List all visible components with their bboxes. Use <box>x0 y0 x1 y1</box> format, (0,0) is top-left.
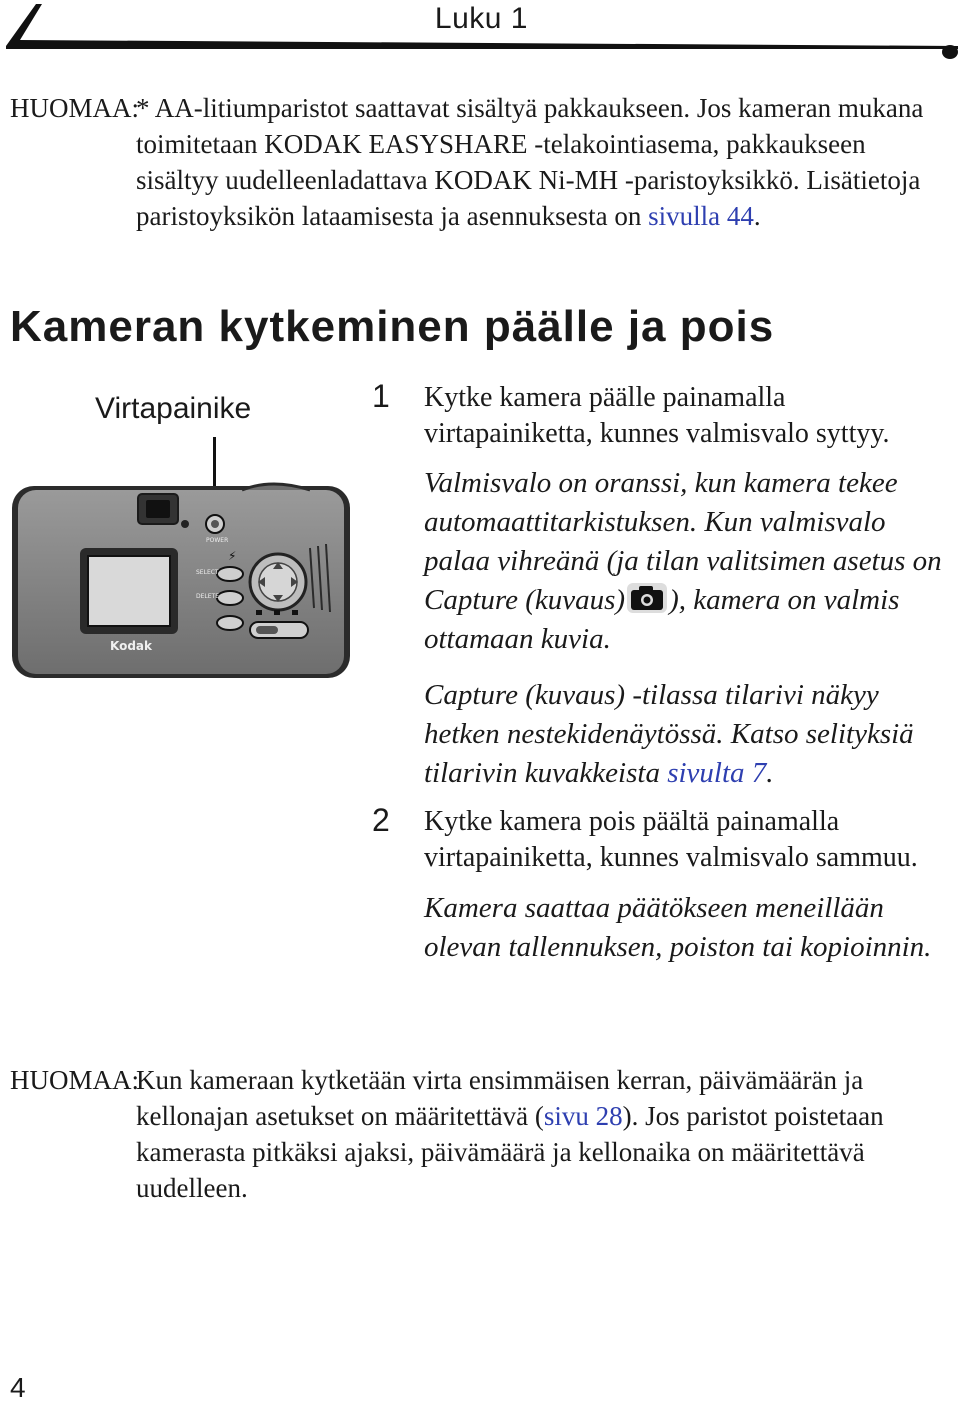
power-button-center <box>211 520 219 528</box>
note-label: HUOMAA: <box>10 93 140 123</box>
step-2-text: Kytke kamera pois päältä painamalla virtapainiketta, kunnes valmisvalo sammuu. <box>424 806 918 873</box>
note-text: Kun kameraan kytketään virta ensimmäisen kerran, päivämäärän ja kellonajan asetukset on määritettävä (sivu 28). Jos paristot poistetaan kamerasta pitkäksi ajaksi, päivämäärä ja kellonaika on määritettävä uudelleen. <box>136 1065 884 1203</box>
page-number: 4 <box>10 1372 26 1403</box>
page-link-44[interactable]: sivulla 44 <box>648 201 754 231</box>
step-1-detail-ready-light: Valmisvalo on oranssi, kun kamera tekee automaattitarkistuksen. Kun valmisvalo palaa vihreänä (ja tilan valitsimen asetus on Capture (kuvaus) ), kamera on valmis ottamaan kuvia. <box>424 467 942 655</box>
flash-button[interactable] <box>217 567 243 581</box>
mode-share-icon <box>292 610 298 615</box>
figure-callout-label: Virtapainike <box>95 392 252 425</box>
camera-back-illustration <box>10 438 355 683</box>
note-date-time <box>10 1062 950 1206</box>
select-label: SELECT <box>196 569 219 576</box>
capture-mode-icon <box>625 581 669 615</box>
mode-capture-icon <box>256 610 262 615</box>
brand-logo: Kodak <box>110 639 152 653</box>
step-2-detail: Kamera saattaa päätökseen meneillään olevan tallennuksen, poiston tai kopioinnin. <box>424 892 932 963</box>
note-batteries <box>10 90 950 234</box>
flash-icon: ⚡ <box>228 549 237 563</box>
select-button[interactable] <box>217 591 243 605</box>
header-dot <box>942 45 958 59</box>
power-label: POWER <box>206 537 229 544</box>
lcd-screen <box>88 556 170 626</box>
note-text: * AA-litiumparistot saattavat sisältyä pakkaukseen. Jos kameran mukana toimitetaan KODAK EASYSHARE -telakointiasema, pakkaukseen sisältyy uudelleenladattava KODAK Ni-MH -paristoyksikkö. Lisätietoja paristoyksikön lataamisesta ja asennuksesta on sivulla 44. <box>136 93 924 231</box>
camera-dial-housing <box>242 484 310 490</box>
chapter-title: Luku 1 <box>434 2 528 35</box>
page-link-7[interactable]: sivulta 7 <box>667 757 767 789</box>
step-1-text: Kytke kamera päälle painamalla virtapainiketta, kunnes valmisvalo syttyy. <box>424 382 890 449</box>
mode-review-icon <box>274 610 280 615</box>
viewfinder-window <box>146 500 170 518</box>
delete-label: DELETE <box>196 593 220 600</box>
step-number-2: 2 <box>372 802 390 838</box>
ready-light <box>181 520 189 528</box>
page-link-28[interactable]: sivu 28 <box>543 1101 623 1131</box>
note-label: HUOMAA: <box>10 1065 140 1095</box>
delete-button[interactable] <box>217 616 243 630</box>
section-title: Kameran kytkeminen päälle ja pois <box>10 302 775 351</box>
step-1-detail-status-bar: Capture (kuvaus) -tilassa tilarivi näkyy hetken nestekidenäytössä. Katso selityksiä tilarivin kuvakkeista sivulta 7. <box>424 679 914 789</box>
step-number-1: 1 <box>372 378 390 414</box>
mode-dial-knob[interactable] <box>256 626 278 634</box>
